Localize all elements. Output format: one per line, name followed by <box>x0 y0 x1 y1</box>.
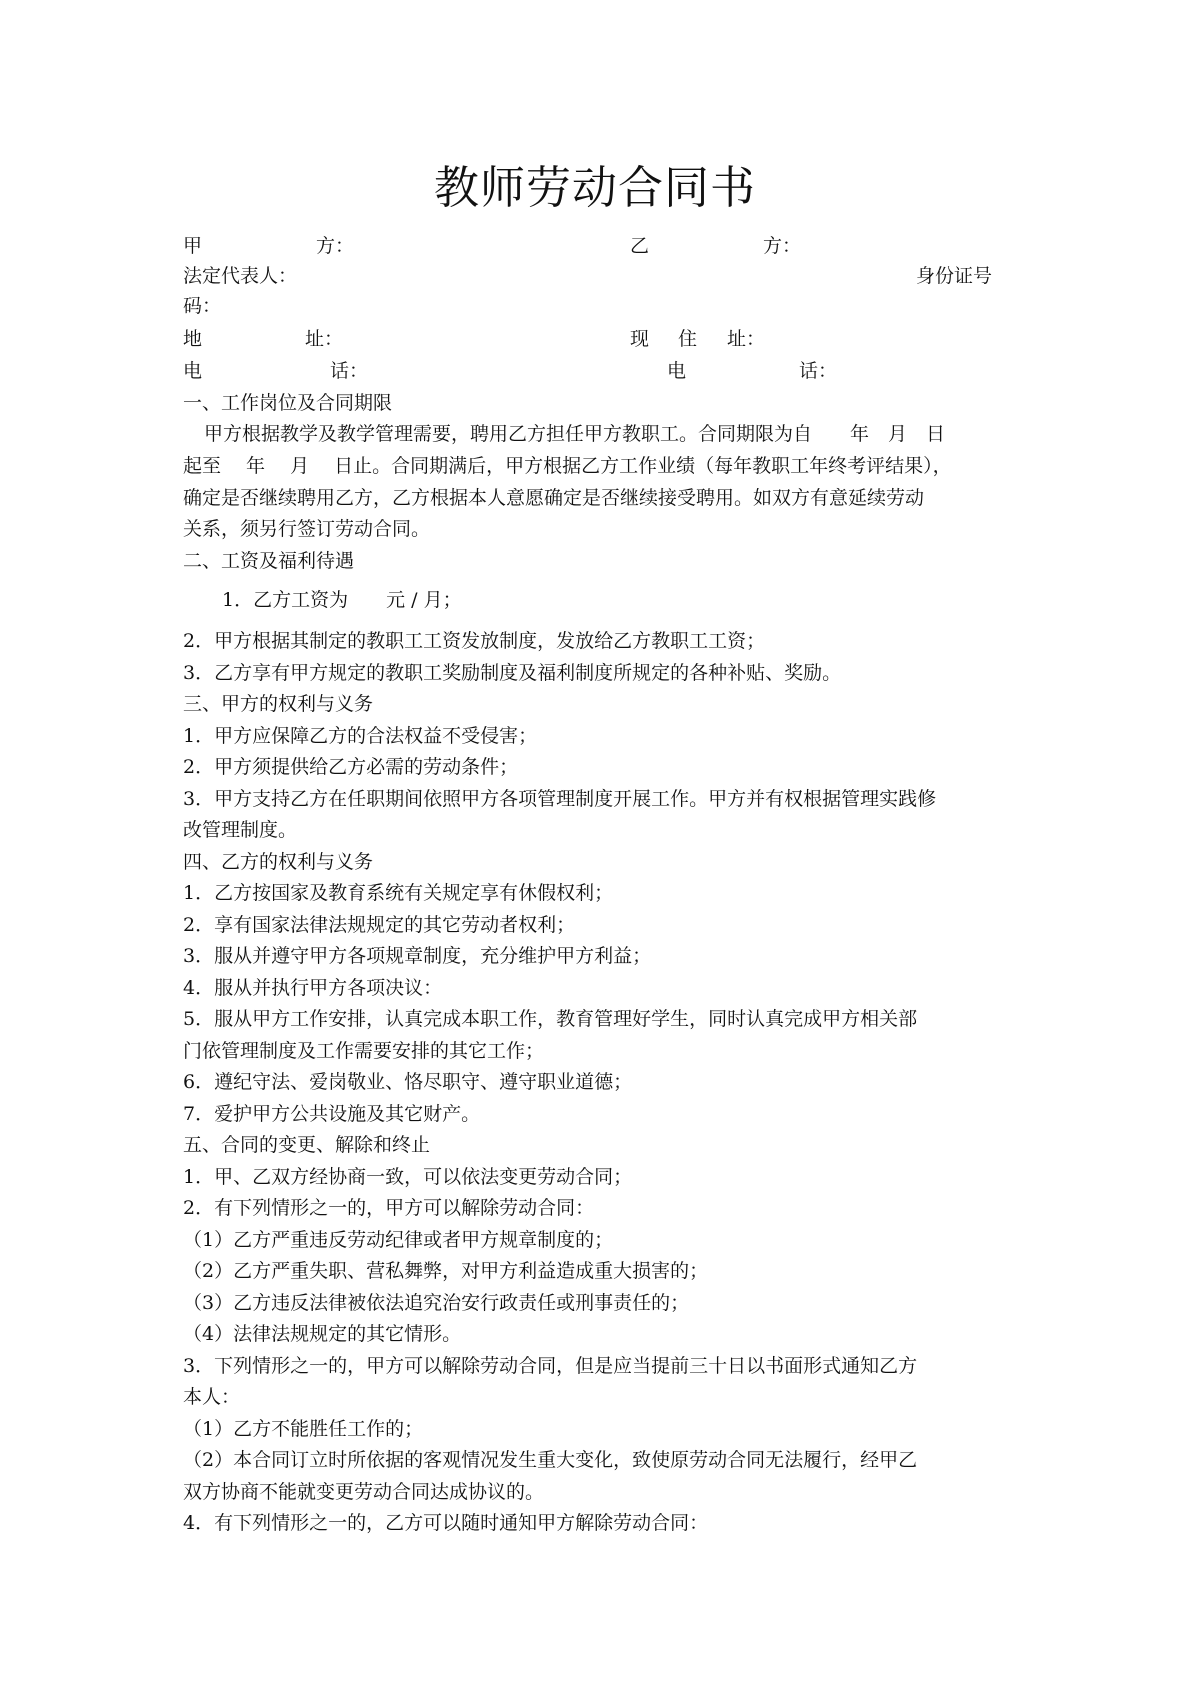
list-item: 3．甲方支持乙方在任职期间依照甲方各项管理制度开展工作。甲方并有权根据管理实践修 <box>183 788 937 810</box>
party-b-label-2: 方： <box>763 235 802 257</box>
list-item-cont: 改管理制度。 <box>183 819 298 841</box>
id-number-label: 身份证号 <box>916 265 993 287</box>
paragraph-line: 起至 年 月 日止。合同期满后，甲方根据乙方工作业绩（每年教职工年终考评结果）， <box>183 455 952 477</box>
list-item: 3．下列情形之一的，甲方可以解除劳动合同，但是应当提前三十日以书面形式通知乙方 <box>183 1355 918 1377</box>
party-a-label-2: 方： <box>316 235 355 257</box>
list-item: 1．乙方按国家及教育系统有关规定享有休假权利； <box>183 882 614 904</box>
document-title: 教师劳动合同书 <box>433 161 756 214</box>
current-address-label-3: 址： <box>727 328 766 350</box>
paragraph-line: 甲方根据教学及教学管理需要，聘用乙方担任甲方教职工。合同期限为自 年 月 日 <box>204 423 946 445</box>
phone-b-label-1: 电 <box>667 360 687 382</box>
list-item: 1．乙方工资为 元 / 月； <box>222 589 462 611</box>
section-heading: 二、工资及福利待遇 <box>183 550 355 572</box>
list-item: 1．甲、乙双方经协商一致，可以依法变更劳动合同； <box>183 1166 633 1188</box>
list-item: 2．享有国家法律法规规定的其它劳动者权利； <box>183 914 576 936</box>
party-b-label-1: 乙 <box>630 235 650 257</box>
list-item: 2．甲方根据其制定的教职工工资发放制度，发放给乙方教职工工资； <box>183 630 766 652</box>
sub-item: （4）法律法规规定的其它情形。 <box>183 1323 462 1345</box>
phone-b-label-2: 话： <box>799 360 838 382</box>
section-heading: 一、工作岗位及合同期限 <box>183 392 393 414</box>
address-label-1: 地 <box>183 328 203 350</box>
sub-item: （2）乙方严重失职、营私舞弊，对甲方利益造成重大损害的； <box>183 1260 709 1282</box>
list-item: 1．甲方应保障乙方的合法权益不受侵害； <box>183 725 538 747</box>
list-item: 3．服从并遵守甲方各项规章制度，充分维护甲方利益； <box>183 945 652 967</box>
sub-item: （2）本合同订立时所依据的客观情况发生重大变化，致使原劳动合同无法履行，经甲乙 <box>183 1449 918 1471</box>
list-item: 3．乙方享有甲方规定的教职工奖励制度及福利制度所规定的各种补贴、奖励。 <box>183 662 842 684</box>
list-item: 5．服从甲方工作安排，认真完成本职工作，教育管理好学生，同时认真完成甲方相关部 <box>183 1008 918 1030</box>
sub-item: （1）乙方不能胜任工作的； <box>183 1418 424 1440</box>
phone-a-label-1: 电 <box>183 360 203 382</box>
id-number-label-cont: 码： <box>183 295 222 317</box>
current-address-label-2: 住 <box>678 328 698 350</box>
phone-a-label-2: 话： <box>330 360 369 382</box>
list-item-cont: 门依管理制度及工作需要安排的其它工作； <box>183 1040 545 1062</box>
list-item-cont: 本人： <box>183 1386 241 1408</box>
paragraph-line: 关系，须另行签订劳动合同。 <box>183 518 431 540</box>
list-item: 4．有下列情形之一的，乙方可以随时通知甲方解除劳动合同： <box>183 1512 709 1534</box>
list-item: 2．甲方须提供给乙方必需的劳动条件； <box>183 756 519 778</box>
party-a-label-1: 甲 <box>183 235 203 257</box>
section-heading: 四、乙方的权利与义务 <box>183 851 374 873</box>
sub-item: （3）乙方违反法律被依法追究治安行政责任或刑事责任的； <box>183 1292 690 1314</box>
section-heading: 三、甲方的权利与义务 <box>183 693 374 715</box>
address-label-2: 址： <box>305 328 344 350</box>
current-address-label-1: 现 <box>630 328 650 350</box>
legal-representative-label: 法定代表人： <box>183 265 298 287</box>
sub-item-cont: 双方协商不能就变更劳动合同达成协议的。 <box>183 1481 545 1503</box>
list-item: 4．服从并执行甲方各项决议： <box>183 977 443 999</box>
section-heading: 五、合同的变更、解除和终止 <box>183 1134 431 1156</box>
list-item: 7．爱护甲方公共设施及其它财产。 <box>183 1103 481 1125</box>
list-item: 6．遵纪守法、爱岗敬业、恪尽职守、遵守职业道德； <box>183 1071 633 1093</box>
sub-item: （1）乙方严重违反劳动纪律或者甲方规章制度的； <box>183 1229 614 1251</box>
list-item: 2．有下列情形之一的，甲方可以解除劳动合同： <box>183 1197 595 1219</box>
paragraph-line: 确定是否继续聘用乙方，乙方根据本人意愿确定是否继续接受聘用。如双方有意延续劳动 <box>183 487 925 509</box>
